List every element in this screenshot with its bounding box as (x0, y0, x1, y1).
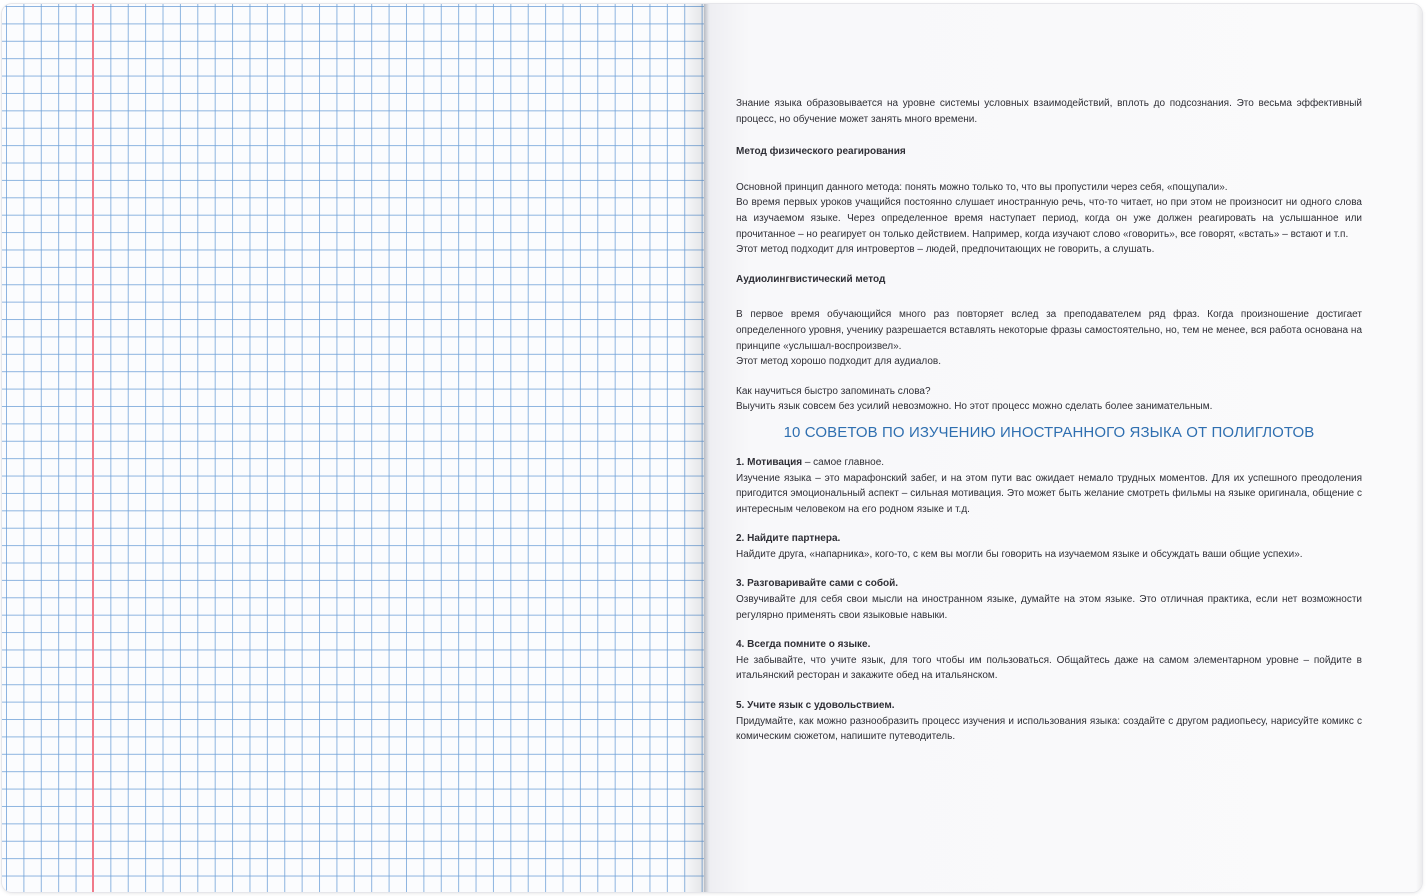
tip-text: Озвучивайте для себя свои мысли на иностранном языке, думайте на этом языке. Это отличная практика, если нет возможности регулярно применять свои языковые навыки. (736, 594, 1362, 621)
page-content (736, 96, 1362, 745)
answer-line: Выучить язык совсем без усилий невозможно. Но этот процесс можно сделать более занимательным. (736, 401, 1213, 413)
tip-text: Придумайте, как можно разнообразить процесс изучения и использования языка: создайте с другом радиопьесу, нарисуйте комикс с комическим сюжетом, напишите путеводитель. (736, 715, 1362, 743)
tip-heading: 1. Мотивация – самое главное. (736, 456, 885, 468)
method2-line: Этот метод хорошо подходит для аудиалов. (736, 356, 941, 368)
text-page-right (710, 4, 1422, 892)
question-line: Как научиться быстро запоминать слова? (736, 385, 931, 397)
grid-page-left (2, 4, 706, 892)
margin-line (92, 4, 94, 892)
method1-heading: Метод физического реагирования (736, 146, 906, 158)
method1-line: Этот метод подходит для интровертов – людей, предпочитающих не говорить, а слушать. (736, 244, 1155, 256)
tip-text: Найдите друга, «напарника», кого-то, с кем вы могли бы говорить на изучаемом языке и обсуждать ваши общие успехи». (736, 548, 1303, 560)
tip-heading: 3. Разговаривайте сами с собой. (736, 578, 899, 590)
method2-line: В первое время обучающийся много раз повторяет вслед за преподавателем ряд фраз. Когда произношение достигает определенного уровня, ученику разрешается вставлять некоторые фразы самостоятельно, но, тем не менее, вся работа основана на принципе «услышал-воспроизвел». (736, 309, 1362, 352)
tip-text: Не забывайте, что учите язык, для того чтобы им пользоваться. Общайтесь даже на самом элементарном уровне – пойдите в итальянский ресторан и закажите обед на итальянском. (736, 654, 1362, 682)
tips-title: 10 СОВЕТОВ ПО ИЗУЧЕНИЮ ИНОСТРАННОГО ЯЗЫКА ОТ ПОЛИГЛОТОВ (783, 423, 1315, 441)
intro-paragraph: Знание языка образовывается на уровне системы условных взаимодействий, вплоть до подсознания. Это весьма эффективный процесс, но обучение может занять много времени. (736, 98, 1362, 125)
method1-line: Во время первых уроков учащийся постоянно слушает иностранную речь, что-то читает, но при этом не произносит ни одного слова на изучаемом языке. Через определенное время наступает период, когда он уже должен реагировать на услышанное или прочитанное – но реагирует он только действием. Например, когда изучают слово «говорить», все говорят, «встать» – встают и т.п. (736, 197, 1362, 240)
tip-heading: 2. Найдите партнера. (736, 533, 841, 545)
tip-heading: 5. Учите язык с удовольствием. (736, 700, 895, 712)
method1-line: Основной принцип данного метода: понять можно только то, что вы пропустили через себя, «пощупали». (736, 181, 1228, 193)
open-notebook (2, 4, 1422, 892)
tip-heading: 4. Всегда помните о языке. (736, 639, 871, 651)
tip-text: Изучение языка – это марафонский забег, и на этом пути вас ожидает немало трудных моментов. Для их успешного преодоления пригодится эмоциональный аспект – сильная мотивация. Это может быть желание смотреть фильмы на языке оригинала, общение с интересным человеком на его родном языке и т.д. (736, 472, 1362, 515)
method2-heading: Аудиолингвистический метод (736, 273, 886, 285)
